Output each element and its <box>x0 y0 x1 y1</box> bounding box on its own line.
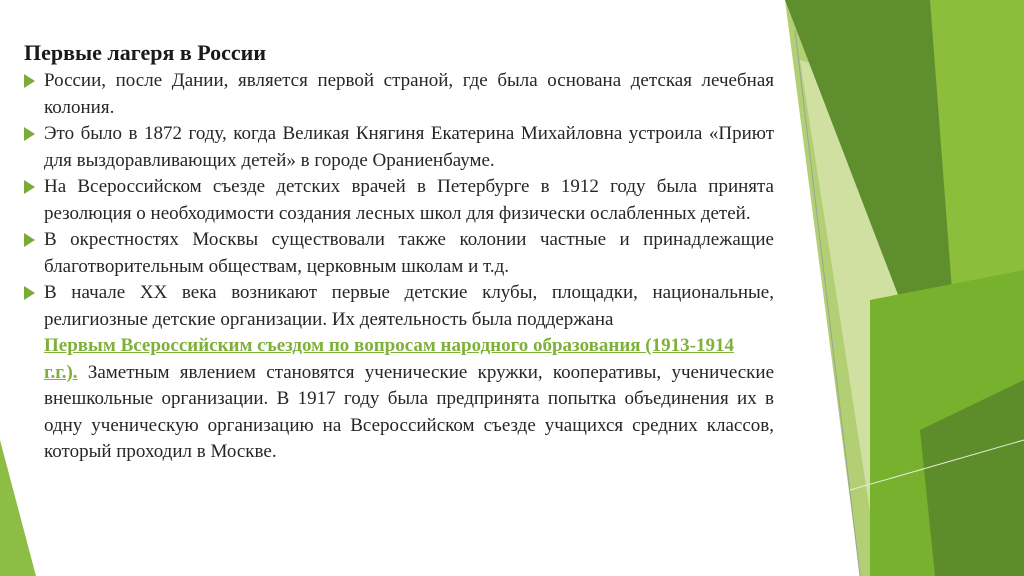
bullet-text: Это было в 1872 году, когда Великая Княгиня Екатерина Михайловна устроила «Приют для выздоравливающих детей» в городе Ораниенбауме. <box>44 123 774 171</box>
slide-title: Первые лагеря в России <box>24 40 267 65</box>
bullet-item <box>24 68 774 121</box>
bullet-text: России, после Дании, является первой страной, где была основана детская лечебная колония. <box>44 70 774 118</box>
bullet-text: В окрестностях Москвы существовали также колонии частные и принадлежащие благотворительным обществам, церковным школам и т.д. <box>44 229 774 277</box>
bullet-arrow-icon <box>24 74 35 88</box>
bullet-list <box>24 68 774 466</box>
bullet-text: На Всероссийском съезде детских врачей в Петербурге в 1912 году была принята резолюция о необходимости создания лесных школ для физически ослабленных детей. <box>44 176 774 224</box>
bullet-text-continued: Заметным явлением становятся ученические кружки, кооперативы, ученические внешкольные организации. В 1917 году была предпринята попытка объединения их в одну ученическую организацию на Всероссийском съезде учащихся средних классов, который проходил в Москве. <box>44 361 774 462</box>
bullet-item <box>24 227 774 280</box>
congress-link[interactable]: Первым Всероссийским съездом по вопросам народного образования (1913-1914 <box>44 335 734 356</box>
bullet-arrow-icon <box>24 127 35 141</box>
bullet-arrow-icon <box>24 180 35 194</box>
bullet-text: В начале XX века возникают первые детские клубы, площадки, национальные, религиозные детские организации. Их деятельность была поддержана <box>44 282 774 330</box>
bullet-item <box>24 121 774 174</box>
bullet-item <box>24 280 774 466</box>
congress-link-years[interactable]: г.г.). <box>44 361 78 383</box>
bullet-arrow-icon <box>24 286 35 300</box>
bullet-arrow-icon <box>24 233 35 247</box>
bullet-item <box>24 174 774 227</box>
